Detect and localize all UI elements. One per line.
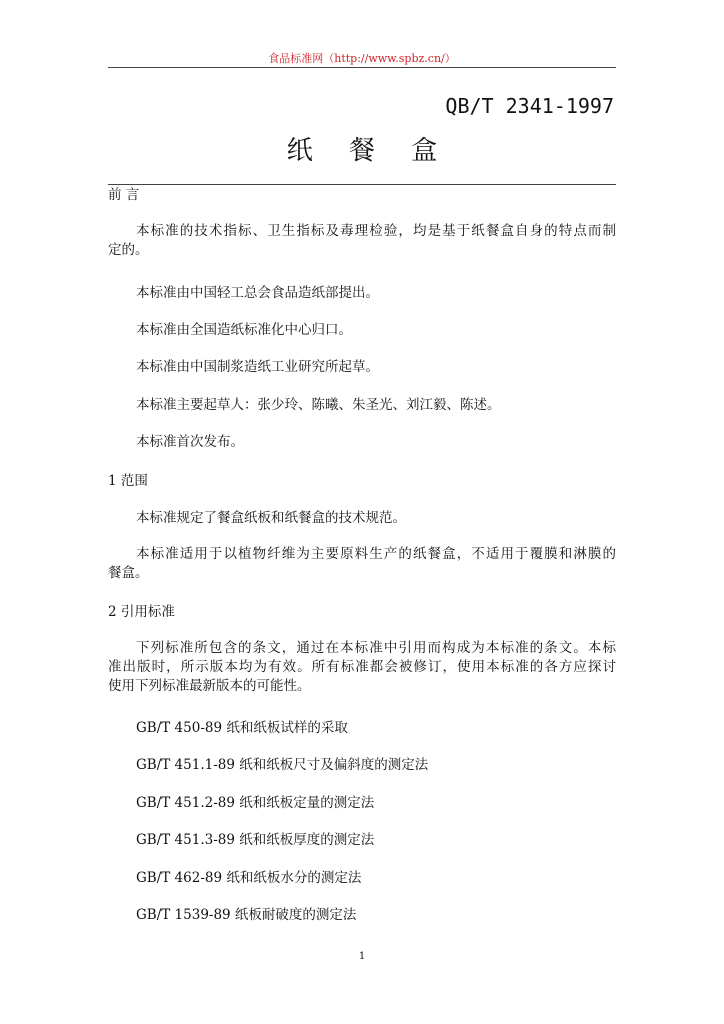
header-site-link[interactable]: 食品标准网（http://www.spbz.cn/） [268,52,456,65]
foreword-paragraph-5: 本标准主要起草人：张少玲、陈曦、朱圣光、刘江毅、陈述。 [136,397,501,413]
foreword-paragraph-3: 本标准由全国造纸标准化中心归口。 [136,322,352,338]
section-1-paragraph-2-line-2: 餐盒。 [108,565,149,581]
foreword-paragraph-1-line-1: 本标准的技术指标、卫生指标及毒理检验，均是基于纸餐盒自身的特点而制 [136,223,616,239]
reference-item: GB/T 451.1-89 纸和纸板尺寸及偏斜度的测定法 [136,757,429,773]
page-number: 1 [358,951,366,962]
foreword-paragraph-1-line-2: 定的。 [108,242,149,258]
section-1-paragraph-1: 本标准规定了餐盒纸板和纸餐盒的技术规范。 [136,510,406,526]
section-2-paragraph-line-2: 准出版时，所示版本均为有效。所有标准都会被修订，使用本标准的各方应探讨 [108,659,616,675]
section-2-paragraph-line-1: 下列标准所包含的条文，通过在本标准中引用而构成为本标准的条文。本标 [136,640,616,656]
reference-item: GB/T 451.2-89 纸和纸板定量的测定法 [136,795,375,811]
reference-item: GB/T 451.3-89 纸和纸板厚度的测定法 [136,832,375,848]
foreword-paragraph-2: 本标准由中国轻工总会食品造纸部提出。 [136,285,379,301]
reference-item: GB/T 1539-89 纸板耐破度的测定法 [136,907,357,923]
title-rule [108,184,616,185]
section-2-paragraph-line-3: 使用下列标准最新版本的可能性。 [108,678,311,694]
foreword-heading: 前 言 [108,187,140,203]
foreword-paragraph-6: 本标准首次发布。 [136,434,244,450]
reference-item: GB/T 450-89 纸和纸板试样的采取 [136,720,348,736]
document-title: 纸 餐 盒 [286,136,452,166]
section-2-heading: 2 引用标准 [108,604,175,620]
foreword-paragraph-4: 本标准由中国制浆造纸工业研究所起草。 [136,359,379,375]
standard-number: QB/T 2341-1997 [445,94,614,118]
section-1-heading: 1 范围 [108,473,148,489]
reference-item: GB/T 462-89 纸和纸板水分的测定法 [136,870,362,886]
header-rule [108,67,616,68]
section-1-paragraph-2-line-1: 本标准适用于以植物纤维为主要原料生产的纸餐盒，不适用于覆膜和淋膜的 [136,546,616,562]
